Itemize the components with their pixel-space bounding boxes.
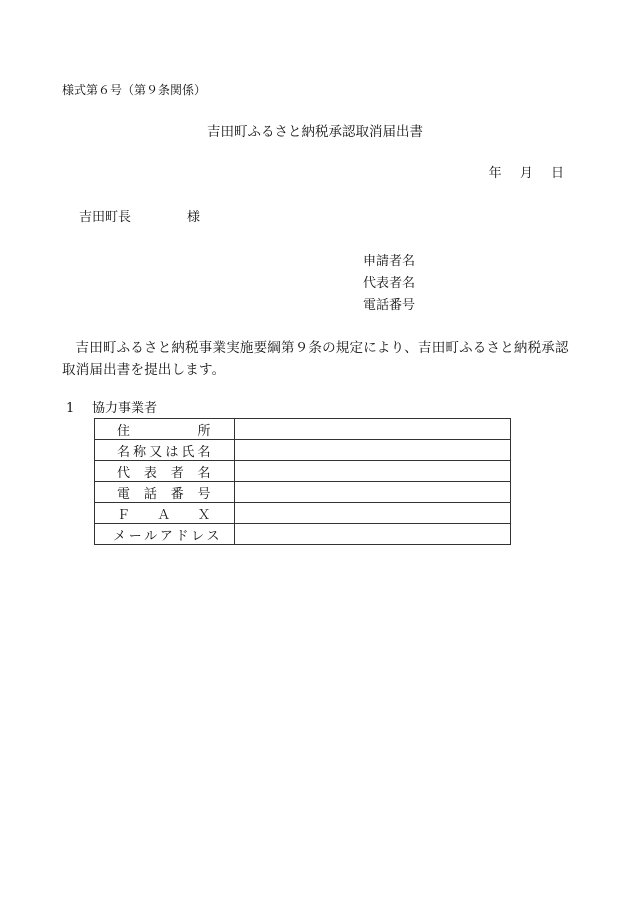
table-row <box>95 440 511 461</box>
year-label: 年 <box>488 166 502 181</box>
date-line <box>475 166 564 182</box>
email-label: メールアドレス <box>95 524 235 545</box>
body-paragraph: 吉田町ふるさと納税事業実施要綱第９条の規定により、吉田町ふるさと納税承認取消届出書を提出します。 <box>62 340 569 378</box>
phone-label: 電話番号 <box>363 298 416 313</box>
representative-label: 代表者名 <box>363 276 416 291</box>
phone-number-field[interactable] <box>234 482 510 503</box>
table-row <box>95 503 511 524</box>
fax-field[interactable] <box>234 503 510 524</box>
table-row <box>95 419 511 440</box>
table-row <box>95 524 511 545</box>
address-field[interactable] <box>234 419 510 440</box>
addressee-honorific: 様 <box>187 210 201 225</box>
addressee-name: 吉田町長 <box>79 210 132 225</box>
addressee <box>79 210 200 226</box>
partner-info-table <box>94 418 511 545</box>
address-label: 住所 <box>95 419 235 440</box>
phone-number-label: 電話番号 <box>95 482 235 503</box>
applicant-name-label: 申請者名 <box>363 254 416 269</box>
email-field[interactable] <box>234 524 510 545</box>
section-number: 1 <box>66 401 75 416</box>
document-title: 吉田町ふるさと納税承認取消届出書 <box>207 124 423 140</box>
table-row <box>95 482 511 503</box>
month-label: 月 <box>519 166 533 181</box>
representative-name-label: 代表者名 <box>95 461 235 482</box>
table-row <box>95 461 511 482</box>
form-number: 様式第６号（第９条関係） <box>62 83 207 97</box>
fax-label: ＦＡＸ <box>95 503 235 524</box>
company-name-label: 名称又は氏名 <box>95 440 235 461</box>
applicant-block <box>363 251 415 317</box>
company-name-field[interactable] <box>234 440 510 461</box>
section-title: 協力事業者 <box>92 401 158 416</box>
representative-name-field[interactable] <box>234 461 510 482</box>
section-heading <box>66 401 157 417</box>
day-label: 日 <box>550 166 564 181</box>
